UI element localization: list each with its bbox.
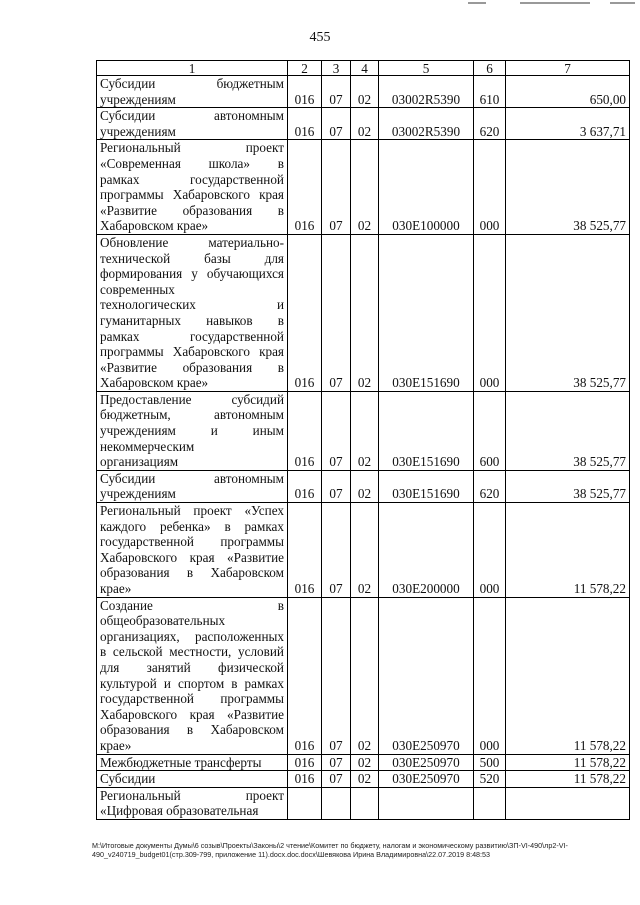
amount: 38 525,77 xyxy=(506,470,630,502)
expense-name xyxy=(97,787,288,819)
expense-name-line: Создание в xyxy=(100,597,284,613)
table-row xyxy=(97,597,630,754)
col-header: 2 xyxy=(288,61,322,76)
expense-name-line: учреждениям и иным xyxy=(100,423,284,439)
expense-name-line: технической базы для xyxy=(100,250,284,266)
expense-name-line: Хабаровского края «Развитие xyxy=(100,706,284,722)
ministry-code: 016 xyxy=(288,503,322,598)
ministry-code: 016 xyxy=(288,108,322,140)
target-item-code: 03002R5390 xyxy=(379,108,474,140)
expense-name-line: формирования у обучающихся xyxy=(100,266,284,282)
ministry-code: 016 xyxy=(288,754,322,771)
target-item-code: 030E250970 xyxy=(379,754,474,771)
table-row xyxy=(97,140,630,235)
expense-name xyxy=(97,140,288,235)
expense-name-line: крае» xyxy=(100,581,132,596)
expense-type-code: 000 xyxy=(474,140,506,235)
expense-name-line: в сельской местности, условий xyxy=(100,644,284,660)
ministry-code: 016 xyxy=(288,470,322,502)
target-item-code: 030E151690 xyxy=(379,391,474,470)
footer-line: M:\Итоговые документы Думы\6 созыв\Проекты\Законы\2 чтение\Комитет по бюджету, налогам и экономическому развитию\ЗП-VI-490\лр2-VI- xyxy=(92,841,568,850)
expense-name xyxy=(97,391,288,470)
scan-mark xyxy=(520,2,590,4)
expense-name-line: Хабаровского края «Развитие xyxy=(100,549,284,565)
expense-name-line: учреждениям xyxy=(100,123,176,139)
expense-type-code: 000 xyxy=(474,234,506,391)
amount xyxy=(506,787,630,819)
ministry-code: 016 xyxy=(288,391,322,470)
scan-mark xyxy=(610,2,635,4)
amount: 11 578,22 xyxy=(506,503,630,598)
target-item-code: 030E151690 xyxy=(379,234,474,391)
header-row xyxy=(97,61,630,76)
table-row xyxy=(97,76,630,108)
ministry-code: 016 xyxy=(288,234,322,391)
expense-name-line: Межбюджетные трансферты xyxy=(100,754,262,770)
expense-name xyxy=(97,108,288,140)
amount: 38 525,77 xyxy=(506,391,630,470)
expense-name xyxy=(97,771,288,788)
table-row xyxy=(97,771,630,788)
expense-name-line: Субсидии xyxy=(100,771,156,787)
expense-type-code xyxy=(474,787,506,819)
expense-name-line: для занятий физической xyxy=(100,659,284,675)
subsection-code: 02 xyxy=(351,771,379,788)
subsection-code: 02 xyxy=(351,234,379,391)
expense-name-line: организациям xyxy=(100,454,179,470)
page-number: 455 xyxy=(309,30,331,45)
target-item-code: 030E250970 xyxy=(379,771,474,788)
subsection-code: 02 xyxy=(351,140,379,235)
amount: 650,00 xyxy=(506,76,630,108)
expense-name-line: гуманитарных навыков в xyxy=(100,312,284,328)
section-code: 07 xyxy=(322,754,351,771)
expense-name-line: образования в Хабаровском xyxy=(100,565,284,581)
table-row xyxy=(97,503,630,598)
expense-type-code: 500 xyxy=(474,754,506,771)
expense-type-code: 610 xyxy=(474,76,506,108)
expense-name-line: Региональный проект xyxy=(100,787,284,803)
expense-name-line: Обновление материально- xyxy=(100,234,284,250)
expense-name-line: некоммерческим xyxy=(100,438,195,454)
footer-line: 490_v240719_budget01(стр.309-799, приложение 11).docx.doc.docx\Шевякова Ирина Владимировна\22.07.2019 8:48:53 xyxy=(92,850,491,859)
scan-mark xyxy=(468,2,486,4)
expense-name-line: Региональный проект «Успех xyxy=(100,503,284,519)
target-item-code: 030E151690 xyxy=(379,470,474,502)
expense-name xyxy=(97,470,288,502)
col-header: 4 xyxy=(351,61,379,76)
expense-name-line: рамках государственной xyxy=(100,171,284,187)
expense-name-line: Субсидии автономным xyxy=(100,108,284,124)
expense-name-line: образования в Хабаровском xyxy=(100,722,284,738)
target-item-code: 030E200000 xyxy=(379,503,474,598)
expense-name-line: рамках государственной xyxy=(100,328,284,344)
expense-name-line: программы Хабаровского края xyxy=(100,344,284,360)
section-code: 07 xyxy=(322,597,351,754)
section-code: 07 xyxy=(322,470,351,502)
expense-name-line: «Развитие образования в xyxy=(100,359,284,375)
expense-name-line: государственной программы xyxy=(100,691,284,707)
section-code: 07 xyxy=(322,391,351,470)
expense-name-line: Хабаровском крае» xyxy=(100,218,209,234)
expense-type-code: 000 xyxy=(474,503,506,598)
target-item-code xyxy=(379,787,474,819)
target-item-code: 030E100000 xyxy=(379,140,474,235)
amount: 11 578,22 xyxy=(506,597,630,754)
subsection-code: 02 xyxy=(351,754,379,771)
col-header: 7 xyxy=(506,61,630,76)
ministry-code: 016 xyxy=(288,76,322,108)
section-code xyxy=(322,787,351,819)
expense-name xyxy=(97,503,288,598)
expense-name-line: бюджетным, автономным xyxy=(100,407,284,423)
col-header: 5 xyxy=(379,61,474,76)
expense-name-line: крае» xyxy=(100,737,132,753)
section-code: 07 xyxy=(322,503,351,598)
table-row xyxy=(97,234,630,391)
table-row xyxy=(97,108,630,140)
col-header: 3 xyxy=(322,61,351,76)
table-row xyxy=(97,787,630,819)
expense-name-line: Субсидии автономным xyxy=(100,470,284,486)
expense-name-line: Предоставление субсидий xyxy=(100,391,284,407)
subsection-code: 02 xyxy=(351,108,379,140)
expense-name-line: организациях, расположенных xyxy=(100,628,284,644)
section-code: 07 xyxy=(322,108,351,140)
ministry-code: 016 xyxy=(288,140,322,235)
ministry-code: 016 xyxy=(288,597,322,754)
ministry-code xyxy=(288,787,322,819)
expense-name-line: государственной программы xyxy=(100,534,284,550)
expense-name xyxy=(97,597,288,754)
expense-name-line: каждого ребенка» в рамках xyxy=(100,518,284,534)
amount: 11 578,22 xyxy=(506,771,630,788)
expense-name-line: программы Хабаровского края xyxy=(100,187,284,203)
expense-name-line: «Современная школа» в xyxy=(100,155,284,171)
expense-name-line: учреждениям xyxy=(100,486,176,502)
expense-name xyxy=(97,76,288,108)
ministry-code: 016 xyxy=(288,771,322,788)
expense-name-line: «Развитие образования в xyxy=(100,202,284,218)
subsection-code: 02 xyxy=(351,470,379,502)
expense-type-code: 000 xyxy=(474,597,506,754)
amount: 3 637,71 xyxy=(506,108,630,140)
section-code: 07 xyxy=(322,140,351,235)
amount: 38 525,77 xyxy=(506,140,630,235)
subsection-code: 02 xyxy=(351,597,379,754)
section-code: 07 xyxy=(322,76,351,108)
table-row xyxy=(97,391,630,470)
expense-name xyxy=(97,754,288,771)
subsection-code: 02 xyxy=(351,76,379,108)
expense-name xyxy=(97,234,288,391)
subsection-code: 02 xyxy=(351,503,379,598)
subsection-code: 02 xyxy=(351,391,379,470)
section-code: 07 xyxy=(322,771,351,788)
document-path-footer xyxy=(92,841,637,859)
target-item-code: 03002R5390 xyxy=(379,76,474,108)
expense-name-line: технологических и xyxy=(100,297,284,313)
table-row xyxy=(97,470,630,502)
expense-type-code: 620 xyxy=(474,108,506,140)
section-code: 07 xyxy=(322,234,351,391)
expense-name-line: современных xyxy=(100,281,175,297)
expense-type-code: 520 xyxy=(474,771,506,788)
expense-type-code: 620 xyxy=(474,470,506,502)
expense-name-line: общеобразовательных xyxy=(100,613,226,629)
target-item-code: 030E250970 xyxy=(379,597,474,754)
expense-name-line: «Цифровая образовательная xyxy=(100,803,259,819)
expense-type-code: 600 xyxy=(474,391,506,470)
expense-name-line: Региональный проект xyxy=(100,140,284,156)
table-body xyxy=(97,76,630,820)
col-header: 6 xyxy=(474,61,506,76)
amount: 38 525,77 xyxy=(506,234,630,391)
expense-name-line: Субсидии бюджетным xyxy=(100,76,284,91)
amount: 11 578,22 xyxy=(506,754,630,771)
budget-table xyxy=(96,60,630,820)
expense-name-line: Хабаровском крае» xyxy=(100,375,209,391)
expense-name-line: культурой и спортом в рамках xyxy=(100,675,284,691)
table-row xyxy=(97,754,630,771)
col-header: 1 xyxy=(97,61,288,76)
subsection-code xyxy=(351,787,379,819)
expense-name-line: учреждениям xyxy=(100,91,176,107)
